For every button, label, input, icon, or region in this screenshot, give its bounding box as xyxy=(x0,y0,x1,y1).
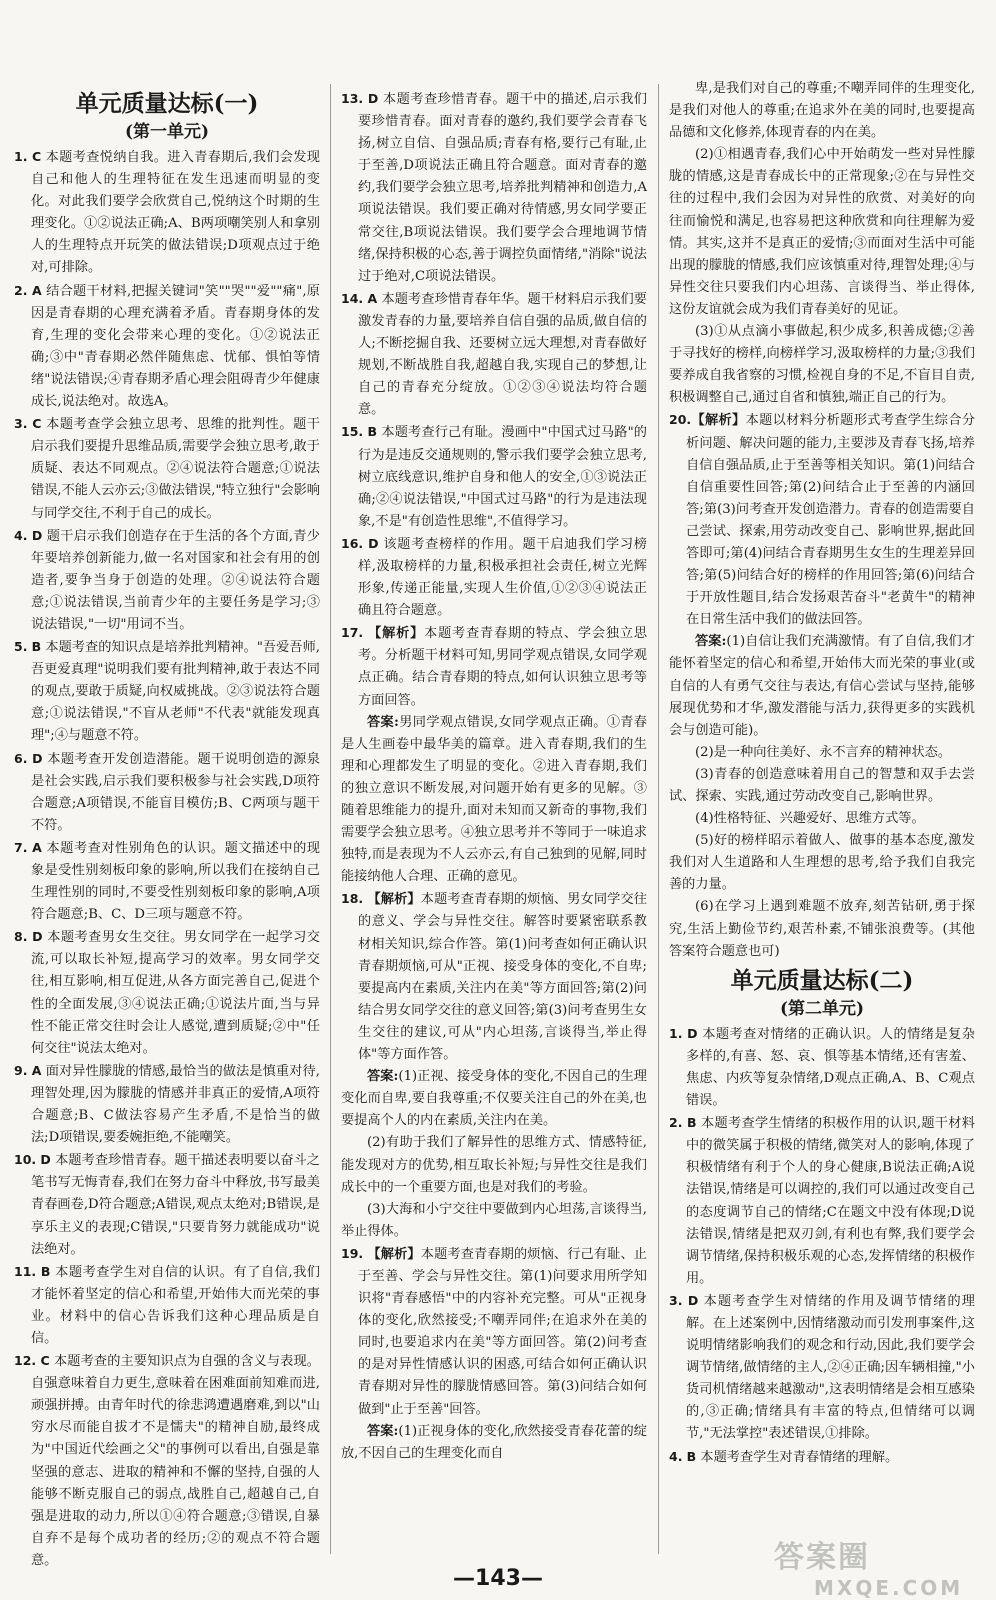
answer-list xyxy=(669,1023,975,1469)
answer-text: 本题考查学生对情绪的作用及调节情绪的理解。在上述案例中,因情绪激动而引发刑事案件,这说明情绪影响我们的观念和行动,因此,我们要学会调节情绪,做情绪的主人,②④正确;因车辆相撞,"小货司机情绪越来越激动",这表明情绪是会相互感染的,③正确;情绪具有丰富的特点,但情绪可以调节,"无法掌控"表述错误,①排除。 xyxy=(686,1293,975,1442)
analysis-tag: 答案: xyxy=(367,1069,399,1085)
page-number: —143— xyxy=(453,1566,543,1591)
answer-list xyxy=(341,88,647,1465)
answer-item xyxy=(341,288,647,422)
answer-item xyxy=(14,1261,320,1350)
answer-item xyxy=(341,622,647,711)
answer-text: (1)正视、接受身体的变化,不因自己的生理变化而自卑,要自我尊重;不仅要关注自己的外在美,也要提高个人的内在素质,关注内在美。 xyxy=(341,1069,647,1129)
answer-letter: D xyxy=(32,929,43,945)
analysis-tag: 【解析】 xyxy=(367,1246,421,1262)
answer-text: 本题考查学生对自信的认识。有了自信,我们才能怀着坚定的信心和希望,开始伟大而光荣的事业。材料中的信心告诉我们这种心理品质是自信。 xyxy=(31,1264,320,1346)
answer-item xyxy=(341,888,647,1066)
answer-text: 本题考查珍惜青春年华。题干材料启示我们要激发青春的力量,要培养自信自强的品质,做自信的人;不断挖掘自我、还要树立远大理想,对青春做好规划,不断战胜自我,超越自我,实现自己的梦想,让自己的青春充分绽放。①②③④说法均符合题意。 xyxy=(358,291,647,418)
unit-subtitle: (第一单元) xyxy=(124,122,210,142)
unit-title: 单元质量达标(二) xyxy=(730,966,914,994)
answer-text: (1)正视身体的变化,欣然接受青春花蕾的绽放,不因自己的生理变化而自 xyxy=(341,1423,647,1461)
answer-letter: A xyxy=(31,282,42,298)
answer-text: 本题考查学生情绪的积极作用的认识,题干材料中的微笑属于积极的情绪,微笑对人的影响,体现了积极情绪有利于个人的身心健康,B说法正确;A说法错误,情绪是可以调控的,我们可以通过改变自己的态度调节自己的情绪;C在题文中没有体现;D说法错误,情绪是把双刃剑,有利也有弊,我们要学会调节情绪,保持积极乐观的心态,发挥情绪的积极作用。 xyxy=(686,1116,975,1286)
answer-letter: B xyxy=(686,1448,697,1464)
answer-paragraph: (3)①从点滴小事做起,积少成多,积善成德;②善于寻找好的榜样,向榜样学习,汲取榜样的力量;③我们要养成自我省察的习惯,检视自身的不足,不盲目自责,积极调整自己,通过自省和慎独,端正自己的行为。 xyxy=(669,324,975,406)
question-number: 8. xyxy=(14,929,28,945)
answer-tag: 答案: xyxy=(695,634,727,650)
answer-text: 本题考查青春期的烦恼、行己有耻、止于至善、学会与异性交往。第(1)问要求用所学知识将"青春感悟"中的内容补充完整。可从"正视身体的变化,欣然接受;不嘲弄同伴;在追求外在美的同时,也要追求内在美"等方面回答。第(2)问考查的是对异性情感认识的困惑,可结合如何正确认识青春期对异性的朦胧情感回答。第(3)问结合如何做到"止于至善"回答。 xyxy=(358,1246,647,1417)
question-number: 19. xyxy=(341,1245,364,1261)
question-number: 6. xyxy=(14,750,28,766)
answer-paragraph: (2)①相遇青春,我们心中开始萌发一些对异性朦胧的情感,这是青春成长中的正常现象;②在与异性交往的过程中,我们会因为对异性的欣赏、对美好的向往而愉悦和满足,也容易把这种欣赏和向往理解为爱情。其实,这并不是真正的爱情;③而面对生活中可能出现的朦胧的情感,我们应该慎重对待,理智处理;④与异性交往只要我们内心坦荡、言谈得当、举止得体,这份友谊就会成为我们青春美好的见证。 xyxy=(669,147,975,317)
unit-subtitle: (第二单元) xyxy=(779,998,865,1019)
answer-paragraph xyxy=(669,631,975,741)
answer-letter: D xyxy=(687,1292,699,1308)
question-number: 7. xyxy=(14,839,28,855)
unit-title: 单元质量达标(一) xyxy=(75,90,259,117)
answer-text: (2)有助于我们了解异性的思维方式、情感特征,能发现对方的优势,相互取长补短;与异性交往是我们成长中的一个重要方面,也是对我们的考验。 xyxy=(341,1135,647,1195)
answer-item xyxy=(341,1243,647,1421)
column-divider xyxy=(658,84,659,1554)
answer-item xyxy=(14,1149,320,1260)
column-divider xyxy=(330,84,331,1554)
answer-item xyxy=(341,88,647,288)
answer-item xyxy=(669,1290,975,1446)
answer-item xyxy=(14,1350,320,1572)
answer-item xyxy=(341,1066,647,1132)
question-number: 3. xyxy=(14,416,28,432)
question-number: 14. xyxy=(341,290,364,306)
question-number: 2. xyxy=(14,282,28,298)
answer-item xyxy=(341,712,647,889)
answer-item xyxy=(341,1132,647,1198)
column-3 xyxy=(669,78,975,1558)
column-1 xyxy=(14,88,320,1568)
answer-item xyxy=(669,1023,975,1112)
answer-text: 本题考查的主要知识点为自强的含义与表现。自强意味着自力更生,意味着在困难面前知难而进,顽强拼搏。由青年时代的徐悲鸿遭遇磨难,到以"山穷水尽而能自拔才不是懦夫"的精神自励,最终成为"中国近代绘画之父"的事例可以看出,自强是靠坚强的意志、进取的精神和不懈的坚持,自强的人能够不断克服自己的弱点,战胜自己,超越自己,自强是进取的动力,所以①④符合题意;③错误,自暴自弃不是每个成功者的经历;②的观点不符合题意。 xyxy=(31,1354,320,1568)
answer-text: 题干启示我们创造存在于生活的各个方面,青少年要培养创新能力,做一名对国家和社会有用的创造者,要争当身于创造的处理。②④说法符合题意;①说法错误,当前青少年的主要任务是学习;③说法错误,"一切"用词不当。 xyxy=(31,528,320,632)
answer-paragraph: (2)是一种向往美好、永不言弃的精神状态。 xyxy=(695,744,952,760)
analysis-tag: 答案: xyxy=(367,714,399,730)
answer-text: 本题以材料分析题形式考查学生综合分析问题、解决问题的能力,主要涉及青春飞扬,培养自信自强品质,止于至善等相关知识。第(1)问结合自信重要性回答;第(2)问结合止于至善的内涵回答;第(3)问考查开发创造潜力。青春的创造需要自己尝试、探索,用劳动改变自己、影响世界,据此回答即可;第(4)问结合青春期男生女生的生理差异回答;第(5)问结合好的榜样的作用回答;第(6)问结合于开放性题目,结合发扬艰苦奋斗"老黄牛"的精神在日常生活中我们的做法回答。 xyxy=(686,413,976,628)
question-number: 1. xyxy=(669,1025,683,1041)
watermark-logo xyxy=(774,1532,984,1600)
answer-text: 本题考查学会独立思考、思维的批判性。题干启示我们要提升思维品质,需要学会独立思考,敢于质疑、表达不同观点。②④说法符合题意;①说法错误,不能人云亦云;③做法错误,"特立独行"会影响与同学交往,不利于自己的成长。 xyxy=(31,417,320,521)
answer-item xyxy=(341,1421,647,1465)
answer-item xyxy=(14,280,320,414)
watermark-text: 答案圈 xyxy=(774,1540,870,1575)
answer-letter: A xyxy=(31,1062,42,1078)
answer-letter: C xyxy=(31,149,42,164)
answer-paragraph: (3)青春的创造意味着用自己的智慧和双手去尝试、探索、实践,通过劳动改变自己,影响世界。 xyxy=(669,766,975,804)
answer-item xyxy=(669,1446,975,1469)
answer-item xyxy=(14,146,320,280)
watermark-url: MXQE.COM xyxy=(814,1576,964,1600)
answer-item xyxy=(14,748,320,837)
question-number: 15. xyxy=(341,424,364,440)
answer-paragraph: 卑,是我们对自己的尊重;不嘲弄同伴的生理变化,是我们对他人的尊重;在追求外在美的同时,也要提高品德和文化修养,体现青春的内在美。 xyxy=(669,81,975,141)
answer-text: 本题考查对情绪的正确认识。人的情绪是复杂多样的,有喜、怒、哀、惧等基本情绪,还有害羞、焦虑、内疚等复杂情绪,D观点正确,A、B、C观点错误。 xyxy=(686,1026,975,1109)
answer-letter: D xyxy=(687,1025,698,1041)
answer-letter: A xyxy=(32,839,42,855)
answer-paragraph: (5)好的榜样昭示着做人、做事的基本态度,激发我们对人生道路和人生理想的思考,给予我们自我完善的力量。 xyxy=(669,833,975,893)
answer-text: 本题考查男女生交往。男女同学在一起学习交流,可以取长补短,提高学习的效率。男女同学交往,相互影响,相互促进,从各方面完善自己,促进个性的全面发展,③④说法正确;①说法片面,当与异性不能正常交往时会让人感觉,遭到质疑;②中"任何交往"说法太绝对。 xyxy=(31,930,320,1056)
question-number: 2. xyxy=(669,1115,683,1131)
question-number: 17. xyxy=(341,625,364,641)
answer-text: 本题考查对性别角色的认识。题文描述中的现象是受性别刻板印象的影响,所以我们在接纳自己生理性别的同时,不要受性别刻板印象的影响,A项符合题意;B、C、D三项与题意不符。 xyxy=(31,840,320,923)
question-number: 11. xyxy=(14,1263,37,1279)
answer-letter: B xyxy=(367,424,378,440)
question-number: 10. xyxy=(14,1152,37,1168)
answer-text: 本题考查开发创造潜能。题干说明创造的源泉是社会实践,启示我们要积极参与社会实践,D项符合题意;A项错误,不能盲目模仿;B、C两项与题干不符。 xyxy=(31,751,320,833)
answer-letter: D xyxy=(40,1152,51,1168)
answer-letter: B xyxy=(31,639,42,655)
answer-item xyxy=(669,1112,975,1290)
answer-item xyxy=(14,413,320,524)
question-number: 9. xyxy=(14,1062,28,1078)
answer-text: (3)大海和小宁交往中要做到内心坦荡,言谈得当,举止得体。 xyxy=(341,1201,647,1239)
analysis-tag: 答案: xyxy=(367,1423,399,1439)
answer-text: 本题考查行己有耻。漫画中"中国式过马路"的行为是违反交通规则的,警示我们要学会独立思考,树立底线意识,维护自身和他人的安全,①③说法正确;②④说法错误,"中国式过马路"的行为是违法现象,不是"有创造性思维",不值得学习。 xyxy=(358,425,647,529)
answer-item xyxy=(14,926,320,1060)
answer-item xyxy=(341,1199,647,1243)
column-2 xyxy=(341,88,647,1553)
answer-item xyxy=(14,636,320,747)
answer-item xyxy=(14,837,320,926)
answer-text: 男同学观点错误,女同学观点正确。①青春是人生画卷中最华美的篇章。进入青春期,我们的生理和心理都发生了明显的变化。②进入青春期,我们的独立意识不断发展,对问题开始有更多的见解。③随着思维能力的提升,面对未知而又新奇的事物,我们需要学会独立思考。④独立思考并不等同于一味追求独特,而是表现为不人云亦云,有自己独到的见解,同时能接纳他人合理、正确的意见。 xyxy=(341,714,647,885)
answer-text: 本题考查珍惜青春。题干中的描述,启示我们要珍惜青春。面对青春的邀约,我们要学会青春飞扬,树立自信、自强品质;青春有格,要行己有耻,止于至善,D项说法正确且符合题意。面对青春的邀约,我们要学会独立思考,培养批判精神和创造力,A项说法错误。我们要正确对待情感,男女同学要正常交往,B项说法错误。我们要学会合理地调节情绪,保持积极的心态,善于调控负面情绪,"消除"说法过于绝对,C项说法错误。 xyxy=(358,92,647,284)
answer-text: 本题考查悦纳自我。进入青春期后,我们会发现自己和他人的生理特征在发生迅速而明显的变化。对此我们要学会欣赏自己,悦纳这个时期的生理变化。①②说法正确;A、B两项嘲笑别人和拿别人的生理特点开玩笑的做法错误;D项观点过于绝对,可排除。 xyxy=(31,150,320,276)
question-number: 20. xyxy=(669,412,692,428)
analysis-tag: 【解析】 xyxy=(691,413,746,429)
question-number: 5. xyxy=(14,639,28,655)
answer-text: 本题考查的知识点是培养批判精神。"吾爱吾师,吾更爱真理"说明我们要有批判精神,敢于表达不同的观点,要敢于质疑,向权威挑战。②③说法符合题意;①说法错误,"不盲从老师"不代表"就能发现真理";④与题意不符。 xyxy=(31,640,320,744)
question-number: 1. xyxy=(14,149,28,164)
question-number: 4. xyxy=(14,527,28,543)
answer-letter: B xyxy=(686,1115,697,1131)
answer-text: 本题考查青春期的烦恼、男女同学交往的意义、学会与异性交往。解答时要紧密联系教材相关知识,综合作答。第(1)问考查如何正确认识青春期烦恼,可从"正视、接受身体的变化,不自卑;要提高内在素质,关注内在美"等方面回答;第(2)问结合男女同学交往的意义回答;第(3)问考查男生女生交往的建议,可从"内心坦荡,言谈得当,举止得体"等方面作答。 xyxy=(358,892,647,1063)
answer-text: 本题考查学生对青春情绪的理解。 xyxy=(700,1449,899,1465)
analysis-tag: 【解析】 xyxy=(367,892,421,908)
answer-text: (1)自信让我们充满激情。有了自信,我们才能怀着坚定的信心和希望,开始伟大而光荣的事业(或自信的人有勇气交往与表达,有信心尝试与坚持,能够展现优势和才华,激发潜能与活力,获得更多的实践机会与创造可能)。 xyxy=(669,634,975,738)
question-number: 13. xyxy=(341,91,364,106)
question-number: 18. xyxy=(341,891,364,907)
answer-letter: D xyxy=(31,527,43,543)
question-number: 4. xyxy=(669,1448,683,1464)
answer-item xyxy=(14,1060,320,1149)
question-number: 3. xyxy=(669,1292,683,1308)
answer-item xyxy=(669,409,975,631)
analysis-tag: 【解析】 xyxy=(368,626,425,642)
answer-letter: B xyxy=(40,1263,51,1279)
answer-paragraph: (4)性格特征、兴趣爱好、思维方式等。 xyxy=(695,811,925,827)
answer-letter: C xyxy=(32,416,42,432)
answer-letter: D xyxy=(32,750,43,766)
answer-text: 面对异性朦胧的情感,最恰当的做法是慎重对待,理智处理,因为朦胧的情感并非真正的爱情,A项符合题意;B、C做法容易产生矛盾,不是恰当的做法;D项错误,要委婉拒绝,不能嘲笑。 xyxy=(31,1063,320,1146)
answer-item xyxy=(14,525,320,636)
answer-text: 本题考查青春期的特点、学会独立思考。分析题干材料可知,男同学观点错误,女同学观点正确。结合青春期的特点,如何认识独立思考等方面回答。 xyxy=(358,626,648,708)
answer-list xyxy=(14,146,320,1572)
answer-text: 该题考查榜样的作用。题干启迪我们学习榜样,汲取榜样的力量,积极承担社会责任,树立光辉形象,传递正能量,实现人生价值,①②③④说法正确且符合题意。 xyxy=(358,536,647,619)
answer-text: 本题考查珍惜青春。题干描述表明要以奋斗之笔书写无悔青春,我们在努力奋斗中释放,书写最美青春画卷,D符合题意;A错误,观点太绝对;B错误,是享乐主义的表现;C错误,"只要肯努力就能成功"说法绝对。 xyxy=(31,1153,320,1257)
answer-letter: D xyxy=(367,91,379,106)
question-number: 16. xyxy=(341,535,364,551)
answer-text: 结合题干材料,把握关键词"笑""哭""爱""痛",原因是青春期的心理充满着矛盾。青春期身体的发育,生理的变化会带来心理的变化。①②说法正确;③中"青春期必然伴随焦虑、忧郁、惧怕等情绪"说法错误;④青春期矛盾心理会阻碍青少年健康成长,说法绝对。故选A。 xyxy=(31,283,320,410)
answer-paragraph: (6)在学习上遇到难题不放弃,刻苦钻研,勇于探究,生活上勤俭节约,艰苦朴素,不铺张浪费等。(其他答案符合题意也可) xyxy=(669,899,975,959)
answer-item xyxy=(341,421,647,532)
answer-letter: A xyxy=(367,290,378,306)
answer-item xyxy=(341,533,647,622)
answer-letter: D xyxy=(368,535,379,551)
answer-letter: C xyxy=(40,1353,50,1369)
question-number: 12. xyxy=(14,1353,37,1369)
